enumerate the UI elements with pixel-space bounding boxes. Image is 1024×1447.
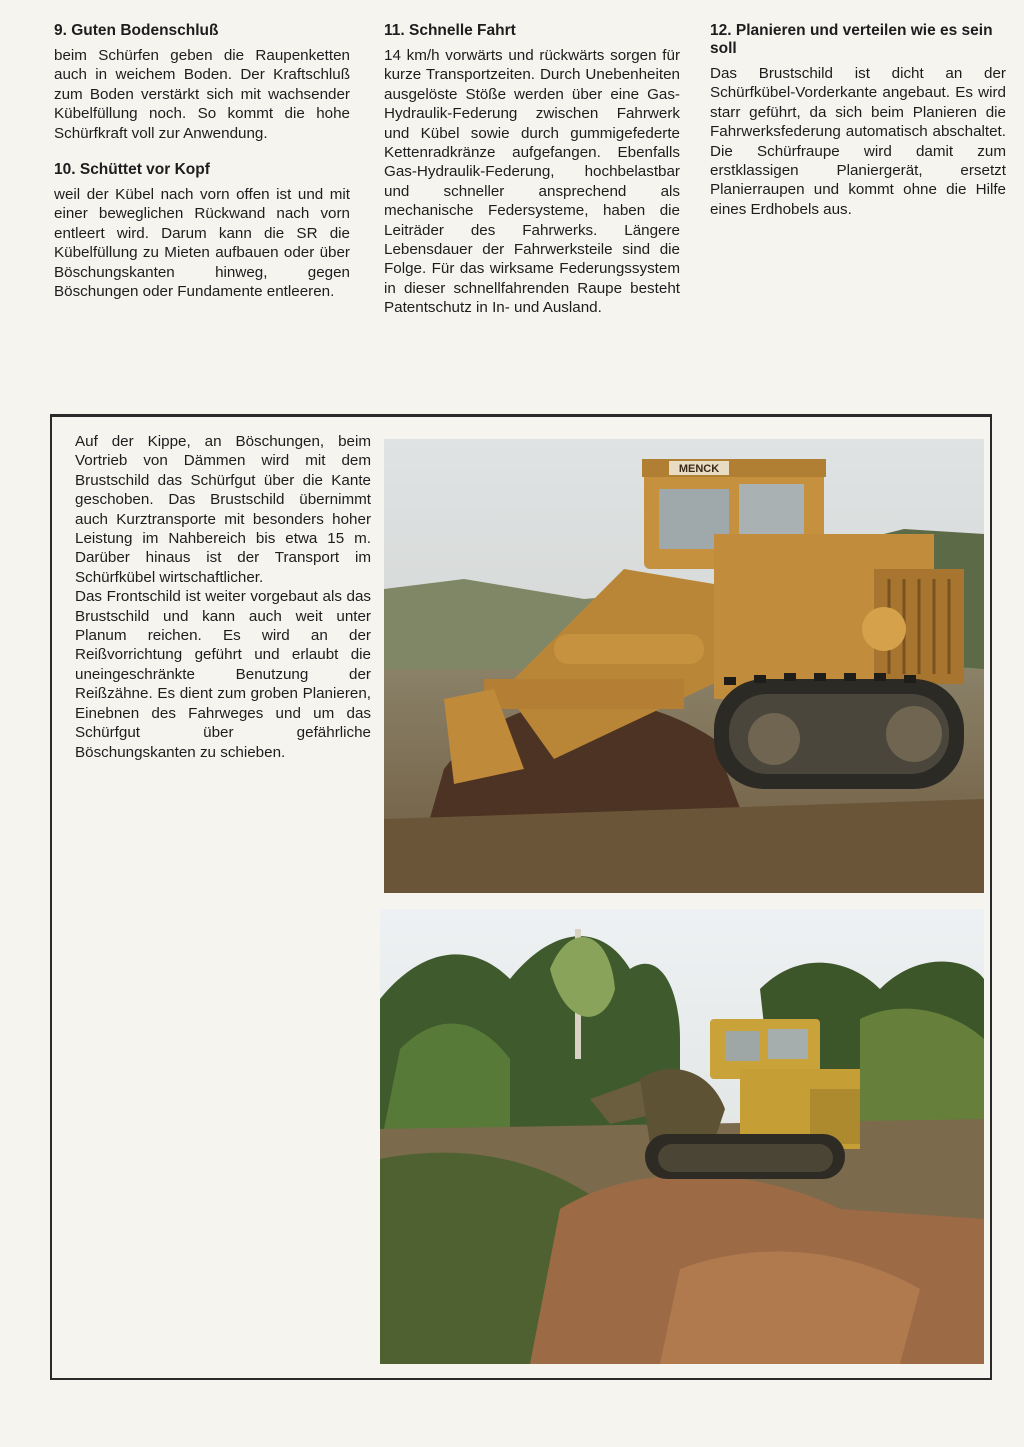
caption-paragraph: Das Frontschild ist weiter vorgebaut als das Brustschild und kann auch weit unter Planum reichen. Es wird an der Reißvorrichtung geführt und erlaubt die uneingeschränkte Benutzung der Reißzähne. Es dient zum groben Planieren, Einebnen des Fahrweges und um das Schürfgut über gefährliche Böschungskanten zu schieben. <box>75 588 371 761</box>
photo-scraper-dozer-closeup <box>384 439 984 893</box>
section-heading: 12. Planieren und verteilen wie es sein soll <box>710 22 993 57</box>
section-heading: 11. Schnelle Fahrt <box>384 22 516 39</box>
section-body: weil der Kübel nach vorn offen ist und mit einer beweglichen Rückwand nach vorn entleert wird. Darum kann die SR die Kübelfüllung zu Mieten aufbauen oder über Böschungskanten hinweg, gegen Böschungen oder Fundamente entleeren. <box>54 186 350 301</box>
section-heading: 9. Guten Bodenschluß <box>54 22 219 39</box>
text-column-1 <box>54 22 350 319</box>
scraper-dozer-image <box>384 439 984 893</box>
section-heading: 10. Schüttet vor Kopf <box>54 161 210 179</box>
section-body: Das Brustschild ist dicht an der Schürfkübel-Vorderkante angebaut. Es wird starr geführt, da sich beim Planieren die Fahrwerksfederung automatisch abschaltet. Die Schürfraupe wird damit zum erstklassigen Planiergerät, ersetzt Planierraupen und kommt ohne die Hilfe eines Erdhobels aus. <box>710 65 1006 218</box>
brand-label: MENCK <box>678 463 720 475</box>
landscape-image <box>380 909 984 1364</box>
caption-paragraph: Auf der Kippe, an Böschungen, beim Vortrieb von Dämmen wird mit dem Brustschild das Schürfgut über die Kante geschoben. Das Brustschild übernimmt auch Kurztransporte mit besonders hoher Leistung im Nahbereich bis etwa 15 m. Darüber hinaus ist der Transport im Schürfkübel wirtschaftlicher. <box>75 433 371 586</box>
text-column-3 <box>710 22 1006 237</box>
section-body: beim Schürfen geben die Raupenketten auch in weichem Boden. Der Kraftschluß zum Boden verstärkt sich mit wachsender Kübelfüllung noch. So kommt die hohe Schürfkraft voll zur Anwendung. <box>54 47 350 142</box>
section-body: 14 km/h vorwärts und rückwärts sorgen für kurze Transportzeiten. Durch Unebenheiten ausgelöste Stöße werden über eine Gas-Hydraulik-Federung zwischen Fahrwerk und Kübel sowie durch gummigefederte Kettenradkränze aufgefangen. Ebenfalls Gas-Hydraulik-Federung, hochbelastbar und schneller ansprechend als mechanische Federsysteme, haben die Leiträder des Fahrwerks. Längere Lebensdauer der Fahrwerksteile sind die Folge. Für das wirksame Federungssystem in dieser schnellfahrenden Raupe besteht Patentschutz in In- und Ausland. <box>384 47 680 317</box>
photo-scraper-dozer-landscape <box>380 909 984 1364</box>
text-column-2 <box>384 22 680 336</box>
photo-caption <box>75 432 371 762</box>
